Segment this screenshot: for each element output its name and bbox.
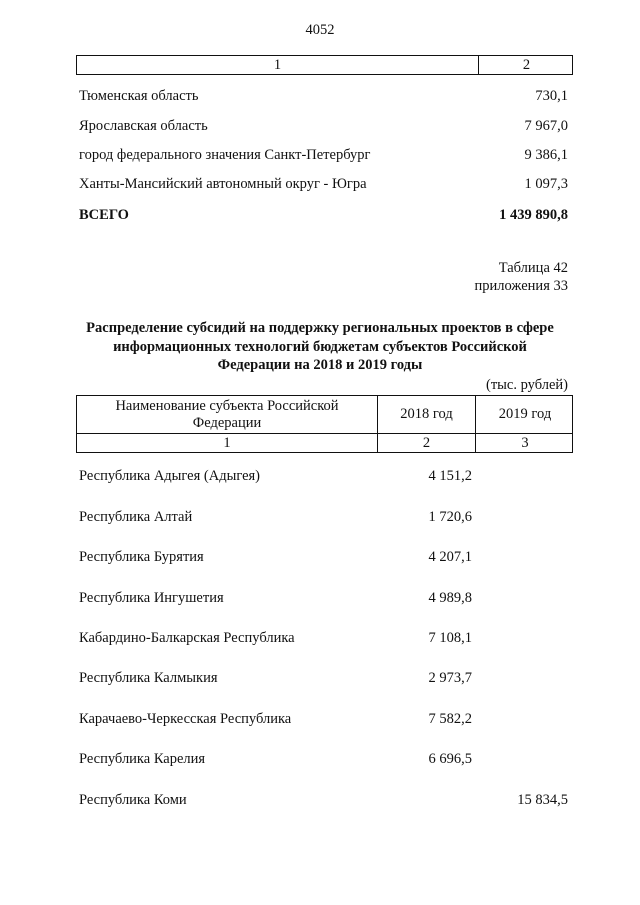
prev-col-number-2: 2 — [522, 57, 531, 73]
prev-row-name: Ярославская область — [79, 118, 208, 134]
units-label: (тыс. рублей) — [486, 377, 568, 393]
col-number-1: 1 — [77, 434, 378, 452]
value-2018: 1 720,6 — [428, 509, 472, 525]
value-2018: 4 989,8 — [428, 590, 472, 606]
header-region-name — [77, 396, 378, 433]
value-2018: 7 108,1 — [428, 630, 472, 646]
region-name: Республика Ингушетия — [79, 590, 224, 606]
value-2018: 6 696,5 — [428, 751, 472, 767]
prev-row-value: 7 967,0 — [524, 118, 568, 134]
region-name: Республика Алтай — [79, 509, 193, 525]
region-name: Республика Адыгея (Адыгея) — [79, 468, 261, 484]
prev-row-name: Тюменская область — [79, 88, 199, 104]
prev-row-name: Ханты-Мансийский автономный округ - Югра — [79, 176, 367, 192]
region-name: Республика Карелия — [79, 751, 206, 767]
value-2018: 2 973,7 — [428, 670, 472, 686]
table-title-line: Федерации на 2018 и 2019 годы — [217, 357, 423, 373]
header-region-name-line: Наименование субъекта Российской — [115, 398, 339, 414]
region-name: Республика Бурятия — [79, 549, 204, 565]
prev-table-column-numbers — [76, 55, 573, 75]
region-name: Кабардино-Балкарская Республика — [79, 630, 295, 646]
header-region-name-line: Федерации — [192, 415, 262, 431]
col-number-2: 2 — [378, 434, 476, 452]
region-name: Республика Калмыкия — [79, 670, 218, 686]
prev-row-name: город федерального значения Санкт-Петербург — [79, 147, 371, 163]
table-ref-appendix: приложения 33 — [474, 278, 568, 294]
value-2018: 7 582,2 — [428, 711, 472, 727]
table-title-line: Распределение субсидий на поддержку региональных проектов в сфере — [86, 320, 554, 336]
value-2018: 4 151,2 — [428, 468, 472, 484]
header-year-2018: 2018 год — [378, 396, 476, 433]
table-title-line: информационных технологий бюджетам субъектов Российской — [113, 339, 527, 355]
region-name: Карачаево-Черкесская Республика — [79, 711, 292, 727]
total-label: ВСЕГО — [79, 207, 129, 223]
region-name: Республика Коми — [79, 792, 187, 808]
table-column-numbers — [76, 433, 573, 453]
value-2018: 4 207,1 — [428, 549, 472, 565]
prev-row-value: 1 097,3 — [524, 176, 568, 192]
prev-row-value: 730,1 — [535, 88, 568, 104]
total-value: 1 439 890,8 — [499, 207, 568, 223]
header-year-2019: 2019 год — [498, 406, 552, 422]
col-number-3: 3 — [521, 435, 529, 451]
page-number: 4052 — [305, 22, 335, 38]
prev-row-value: 9 386,1 — [524, 147, 568, 163]
table-header — [76, 395, 573, 433]
table-ref-number: Таблица 42 — [498, 260, 568, 276]
prev-col-number-1: 1 — [77, 56, 479, 74]
value-2019: 15 834,5 — [517, 792, 568, 808]
